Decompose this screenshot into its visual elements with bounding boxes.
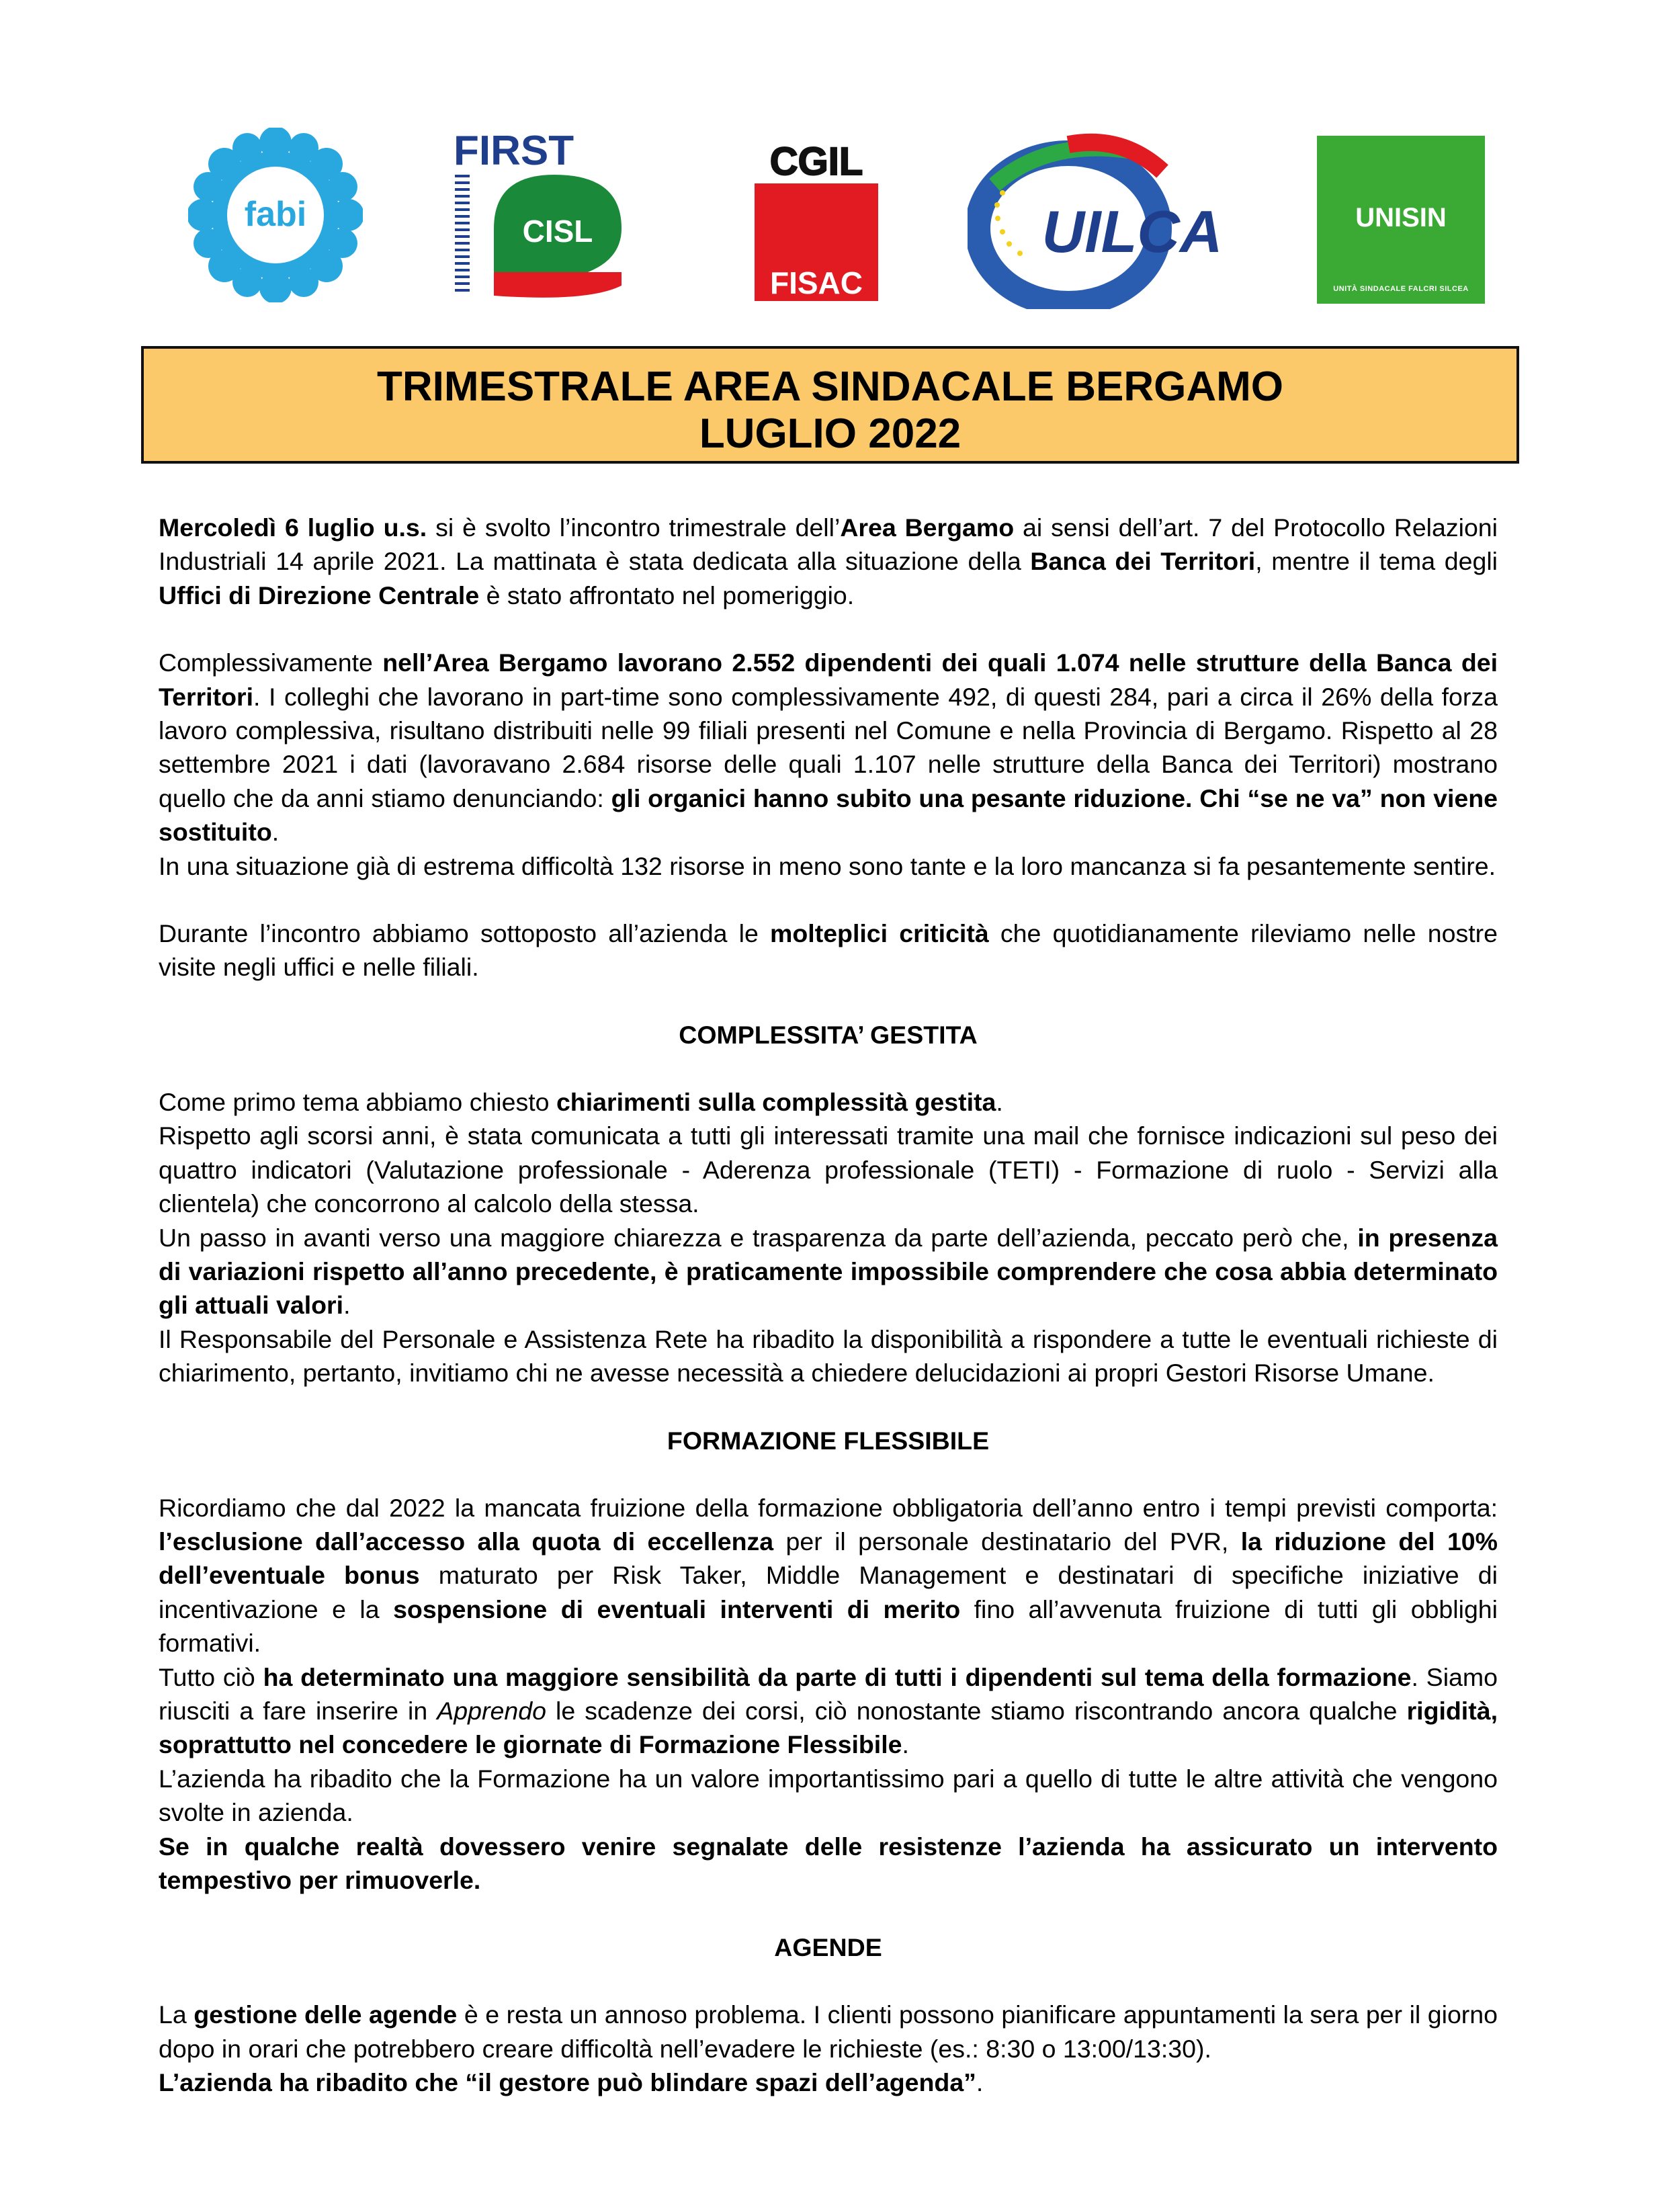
cgil-fisac-logo: [749, 138, 884, 302]
svg-text:fabi: fabi: [244, 195, 307, 234]
unisin-logo: [1317, 136, 1485, 304]
heading-agende: AGENDE: [774, 1933, 882, 1962]
document-date: LUGLIO 2022: [699, 411, 961, 457]
paragraph-agende-1: La gestione delle agende è e resta un annoso problema. I clienti possono pianificare appuntamenti la sera per il giorno dopo in orari che potrebbero creare difficoltà nell’evadere le richieste (es.: 8:30 o 13:00/13:30).: [159, 2000, 1498, 2063]
uilca-logo: [968, 131, 1236, 309]
first-cisl-logo: [454, 134, 635, 306]
paragraph-criticalities: Durante l’incontro abbiamo sottoposto all’azienda le molteplici criticità che quotidianamente rileviamo nelle nostre visite negli uffici e nelle filiali.: [159, 919, 1498, 982]
paragraph-meeting: Mercoledì 6 luglio u.s. si è svolto l’incontro trimestrale dell’Area Bergamo ai sensi dell’art. 7 del Protocollo Relazioni Industriali 14 aprile 2021. La mattinata è stata dedicata alla situazione della Banca dei Territori, mentre il tema degli Uffici di Direzione Centrale è stato affrontato nel pomeriggio.: [159, 513, 1498, 609]
paragraph-complessita-1: Come primo tema abbiamo chiesto chiarimenti sulla complessità gestita.: [159, 1087, 1003, 1116]
paragraph-formazione-1: Ricordiamo che dal 2022 la mancata fruizione della formazione obbligatoria dell’anno entro i tempi previsti comporta: l’esclusione dall’accesso alla quota di eccellenza per il personale destinatario del PVR, la riduzione del 10% dell’eventuale bonus maturato per Risk Taker, Middle Management e destinatari di specifiche iniziative di incentivazione e la sospensione di eventuali interventi di merito fino all’avvenuta fruizione di tutti gli obblighi formativi.: [159, 1493, 1498, 1658]
paragraph-difficulty: In una situazione già di estrema difficoltà 132 risorse in meno sono tante e la loro mancanza si fa pesantemente sentire.: [159, 851, 1496, 880]
paragraph-formazione-2: Tutto ciò ha determinato una maggiore sensibilità da parte di tutti i dipendenti sul tema della formazione. Siamo riusciti a fare inserire in Apprendo le scadenze dei corsi, ciò nonostante stiamo riscontrando ancora qualche rigidità, soprattutto nel concedere le giornate di Formazione Flessibile.: [159, 1662, 1498, 1759]
logo-strip: [0, 128, 1667, 309]
title-box: [141, 346, 1519, 464]
svg-text:CGIL: CGIL: [769, 140, 863, 183]
svg-text:FIRST: FIRST: [454, 134, 574, 174]
unisin-subtitle: UNITÀ SINDACALE FALCRI SILCEA: [1333, 285, 1469, 293]
svg-text:FISAC: FISAC: [770, 265, 863, 300]
paragraph-formazione-3: L’azienda ha ribadito che la Formazione ha un valore importantissimo pari a quello di tutte le altre attività che vengono svolte in azienda.: [159, 1764, 1498, 1827]
heading-formazione: FORMAZIONE FLESSIBILE: [667, 1426, 990, 1455]
paragraph-formazione-4: Se in qualche realtà dovessero venire segnalate delle resistenze l’azienda ha assicurato un intervento tempestivo per rimuoverle.: [159, 1832, 1498, 1894]
svg-text:CISL: CISL: [522, 214, 593, 249]
paragraph-staff-numbers: Complessivamente nell’Area Bergamo lavorano 2.552 dipendenti dei quali 1.074 nelle strutture della Banca dei Territori. I colleghi che lavorano in part-time sono complessivamente 492, di questi 284, pari a circa il 26% della forza lavoro complessiva, risultano distribuiti nelle 99 filiali presenti nel Comune e nella Provincia di Bergamo. Rispetto al 28 settembre 2021 i dati (lavoravano 2.684 risorse delle quali 1.107 nelle strutture della Banca dei Territori) mostrano quello che da anni stiamo denunciando: gli organici hanno subito una pesante riduzione. Chi “se ne va” non viene sostituito.: [159, 648, 1498, 847]
paragraph-complessita-2: Rispetto agli scorsi anni, è stata comunicata a tutti gli interessati tramite una mail che fornisce indicazioni sul peso dei quattro indicatori (Valutazione professionale - Aderenza professionale (TETI) - Formazione di ruolo - Servizi alla clientela) che concorrono al calcolo della stessa.: [159, 1121, 1498, 1218]
heading-complessita: COMPLESSITA’ GESTITA: [679, 1020, 978, 1049]
fabi-logo: [188, 128, 363, 302]
unisin-name: UNISIN: [1355, 203, 1447, 232]
paragraph-complessita-4: Il Responsabile del Personale e Assistenza Rete ha ribadito la disponibilità a rispondere a tutte le eventuali richieste di chiarimento, pertanto, invitiamo chi ne avesse necessità a chiedere delucidazioni ai propri Gestori Risorse Umane.: [159, 1324, 1498, 1388]
document-body: [159, 511, 1498, 2100]
paragraph-agende-2: L’azienda ha ribadito che “il gestore può blindare spazi dell’agenda”.: [159, 2068, 984, 2097]
svg-text:UILCA: UILCA: [1041, 198, 1223, 265]
document-title: TRIMESTRALE AREA SINDACALE BERGAMO: [376, 364, 1284, 410]
paragraph-complessita-3: Un passo in avanti verso una maggiore chiarezza e trasparenza da parte dell’azienda, peccato però che, in presenza di variazioni rispetto all’anno precedente, è praticamente impossibile comprendere che cosa abbia determinato gli attuali valori.: [159, 1223, 1498, 1320]
